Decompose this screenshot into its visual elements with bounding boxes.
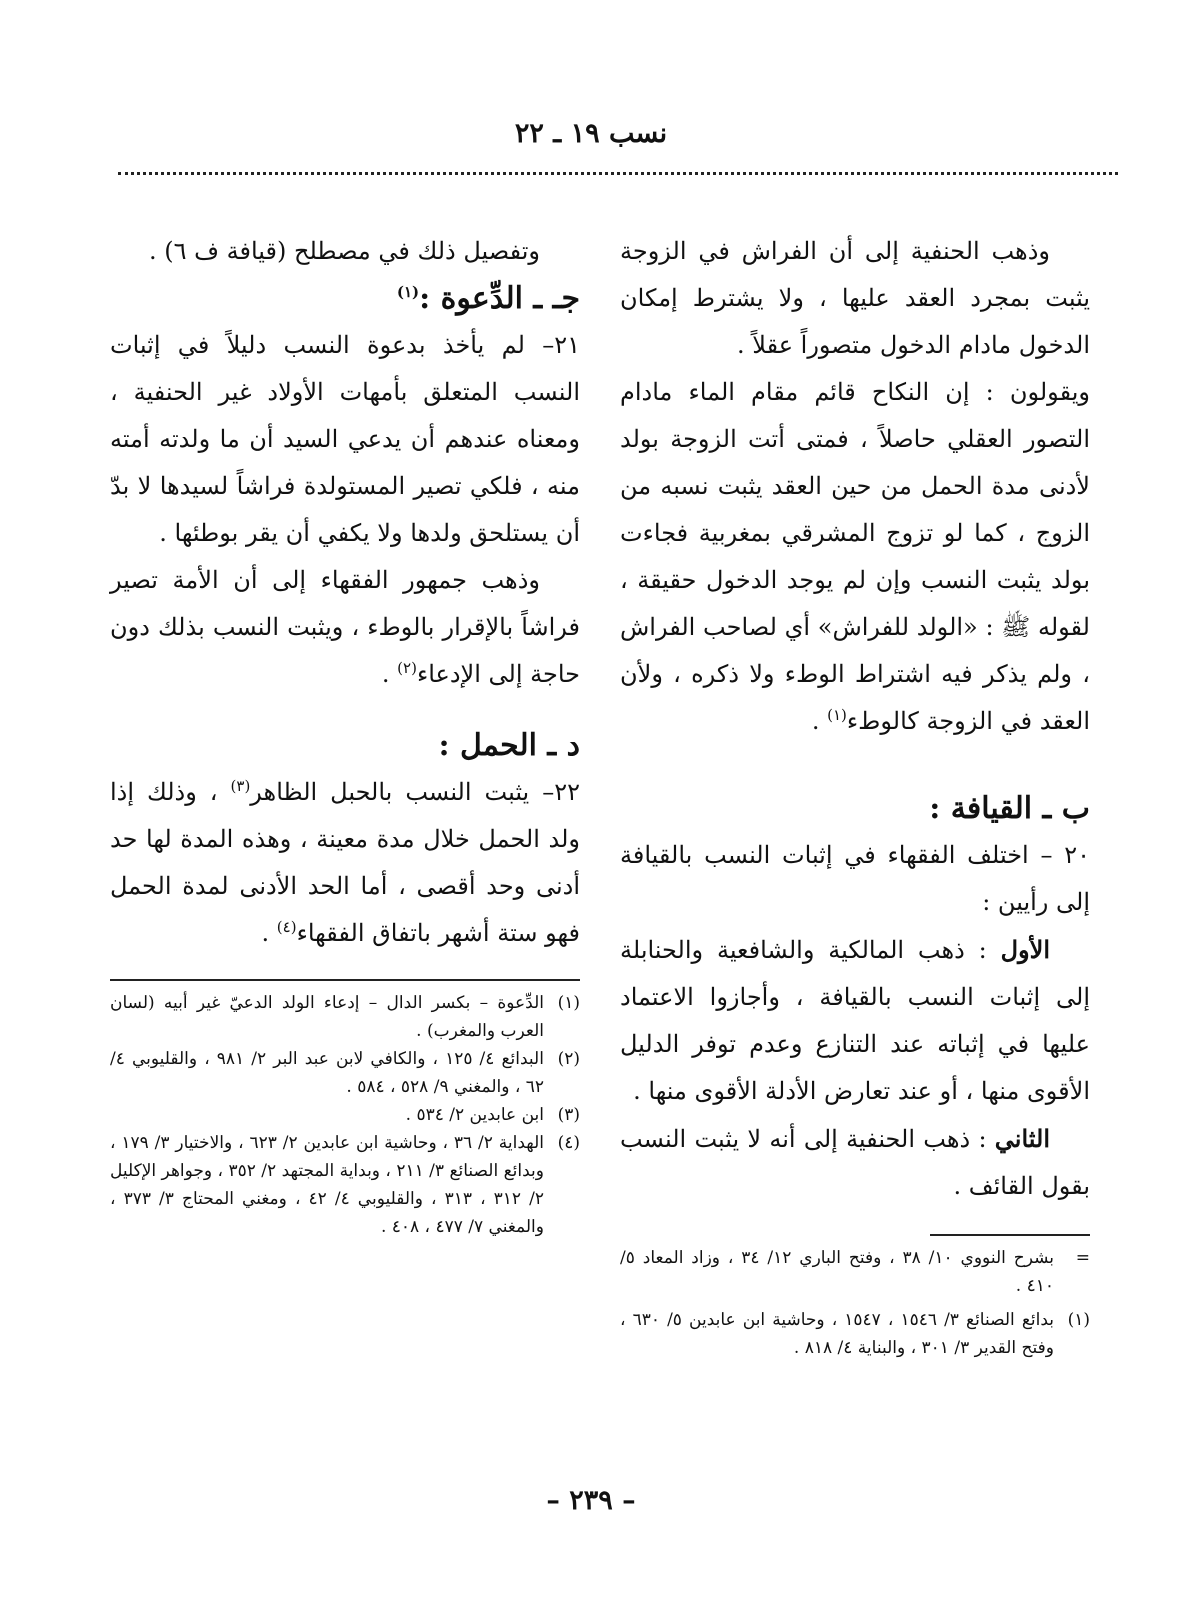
header-dotted-rule [118,172,1118,175]
footnote-item [620,1244,1090,1300]
footnote-ref: (٣) [230,777,251,795]
footnote-item [110,989,580,1045]
paragraph-20: ٢٠ – اختلف الفقهاء في إثبات النسب بالقيافة إلى رأيين : [620,841,1090,916]
paragraph-end: . [811,707,828,735]
footnote-text: الدِّعوة – بكسر الدال – إدعاء الولد الدعيّ غير أبيه (لسان العرب والمغرب) . [110,993,544,1041]
footnote-item [110,1101,580,1129]
section-heading-daawa [110,275,580,322]
second-opinion-text: : ذهب الحنفية إلى أنه لا يثبت النسب بقول القائف . [620,1125,1090,1200]
footnote-rule [930,1234,1090,1236]
paragraph-end: . [261,919,277,947]
footnote-item [110,1045,580,1101]
paragraph-end: . [381,660,398,688]
footnote-item [620,1306,1090,1362]
paragraph-jumhur [110,557,580,698]
paragraph-22 [110,769,580,957]
paragraph-cross-reference: وتفصيل ذلك في مصطلح (قيافة ف ٦) . [148,237,540,265]
footnote-number: (٣) [557,1105,580,1125]
paragraph-text: ويقولون : إن النكاح قائم مقام الماء مادام التصور العقلي حاصلاً ، فمتى أتت الزوجة بولد لأدنى مدة الحمل من حين العقد يثبت نسبه من الزوج ، كما لو تزوج المشرقي بمغربية فجاءت بولد يثبت النسب وإن لم يوجد الدخول حقيقة ، لقوله ﷺ : «الولد للفراش» أي لصاحب الفراش ، ولم يذكر فيه اشتراط الوطء ولا ذكره ، ولأن العقد في الزوجة كالوطء [620,378,1090,735]
footnote-rule [110,979,580,981]
footnote-text: بدائع الصنائع ٣/ ١٥٤٦ ، ١٥٤٧ ، وحاشية ابن عابدين ٥/ ٦٣٠ ، وفتح القدير ٣/ ٣٠١ ، والبناية ٤/ ٨١٨ . [620,1310,1054,1358]
footnote-ref: (١) [827,706,847,724]
paragraph-second-opinion [620,1115,1090,1210]
footnote-ref: (٤) [276,918,297,936]
paragraph-text: ، وذلك إذا ولد الحمل خلال مدة معينة ، وهذه المدة لها حد أدنى وحد أقصى ، أما الحد الأدنى لمدة الحمل فهو ستة أشهر باتفاق الفقهاء [110,778,580,947]
heading-text: جـ ـ الدِّعوة : [419,281,580,316]
footnote-item [110,1129,580,1241]
left-footnotes [110,989,580,1241]
right-footnotes [620,1244,1090,1362]
footnote-number: (٤) [557,1133,580,1153]
paragraph-first-opinion [620,926,1090,1115]
left-column [110,228,580,1241]
paragraph-21: ٢١– لم يأخذ بدعوة النسب دليلاً في إثبات النسب المتعلق بأمهات الأولاد غير الحنفية ، ومعناه عندهم أن يدعي السيد أن ما ولدته أمته منه ، فلكي تصير المستولدة فراشاً لسيدها لا بدّ أن يستلحق ولدها ولا يكفي أن يقر بوطئها . [110,331,580,547]
footnote-number: (١) [1067,1310,1090,1330]
second-opinion-label: الثاني [994,1124,1050,1153]
footnote-text: الهداية ٢/ ٣٦ ، وحاشية ابن عابدين ٢/ ٦٢٣ ، والاختيار ٣/ ١٧٩ ، وبدائع الصنائع ٣/ ٢١١ ، وبداية المجتهد ٢/ ٣٥٢ ، وجواهر الإكليل ٢/ ٣١٢ ، ٣١٣ ، والقليوبي ٤/ ٤٢ ، ومغني المحتاج ٣/ ٣٧٣ ، والمغني ٧/ ٤٧٧ ، ٤٠٨ . [110,1133,545,1237]
footnote-number: (١) [557,993,580,1013]
footnote-ref: (١) [396,283,420,301]
footnote-number: (٢) [557,1049,580,1069]
footnote-text: البدائع ٤/ ١٢٥ ، والكافي لابن عبد البر ٢/ ٩٨١ ، والقليوبي ٤/ ٦٢ ، والمغني ٩/ ٥٢٨ ، ٥٨٤ . [110,1049,544,1097]
first-opinion-text: : ذهب المالكية والشافعية والحنابلة إلى إثبات النسب بالقيافة ، وأجازوا الاعتماد عليها في إثباته عند التنازع وعدم توفر الدليل الأقوى منها ، أو عند تعارض الأدلة الأقوى منها . [620,936,1090,1105]
paragraph-text: وذهب جمهور الفقهاء إلى أن الأمة تصير فراشاً بالإقرار بالوطء ، ويثبت النسب بذلك دون حاجة إلى الإدعاء [110,566,580,688]
footnote-number: = [1075,1248,1090,1268]
first-opinion-label: الأول [1000,935,1050,964]
page-number: – ٢٣٩ – [546,1485,636,1516]
paragraph-hanafi-firash: وذهب الحنفية إلى أن الفراش في الزوجة يثبت بمجرد العقد عليها ، ولا يشترط إمكان الدخول مادام الدخول متصوراً عقلاً . [620,237,1090,359]
footnote-text: ابن عابدين ٢/ ٥٣٤ . [405,1105,544,1125]
section-heading-haml: د ـ الحمل : [438,728,580,763]
footnote-ref: (٢) [397,659,417,677]
paragraph-hanafi-reasoning [620,369,1090,745]
footnote-text: بشرح النووي ١٠/ ٣٨ ، وفتح الباري ١٢/ ٣٤ ، وزاد المعاد ٥/ ٤١٠ . [620,1248,1054,1296]
right-column [620,228,1090,1362]
paragraph-text: ٢٢– يثبت النسب بالحبل الظاهر [250,778,580,806]
running-head: نسب ١٩ ـ ٢٢ [514,118,668,149]
section-heading-qiyafa: ب ـ القيافة : [929,791,1090,826]
